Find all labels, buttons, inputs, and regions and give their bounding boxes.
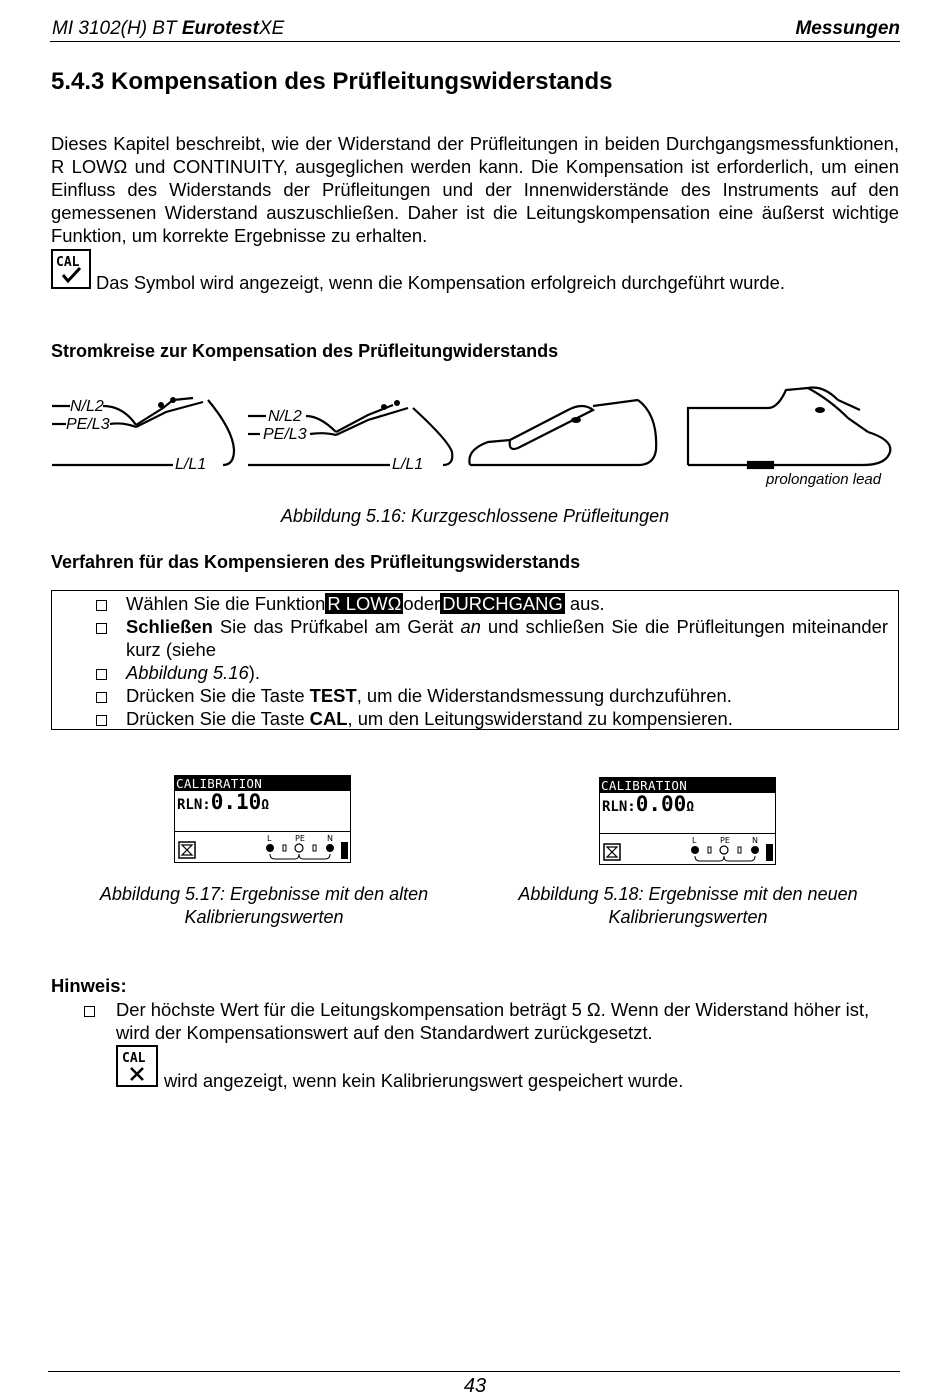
- bullet-icon: [96, 600, 107, 611]
- cal-missing-icon: [116, 1045, 158, 1087]
- lcd-reading: RLN:0.00Ω: [602, 792, 695, 816]
- lcd-value: 0.10: [210, 790, 262, 814]
- highlight-rlow: R LOWΩ: [327, 593, 402, 614]
- note-text: Der höchste Wert für die Leitungskompensation beträgt 5 Ω. Wenn der Widerstand höher ist, wird der Kompensationswert auf den Standardwert zurückgesetzt.: [116, 999, 870, 1043]
- lcd-value: 0.00: [635, 792, 687, 816]
- label-nl2-a: N/L2: [70, 398, 104, 415]
- cal-ok-icon: [51, 249, 91, 289]
- bullet-icon: [96, 715, 107, 726]
- lcd-title-bar: CALIBRATION: [600, 778, 775, 793]
- header-product-suffix: XE: [258, 18, 285, 39]
- svg-text:PE: PE: [720, 836, 730, 845]
- svg-text:N: N: [327, 834, 333, 843]
- procedure-item-1: Wählen Sie die Funktion R LOWΩ oder DURCHGANG aus.: [126, 593, 605, 614]
- label-pel3-b: PE/L3: [263, 426, 307, 443]
- bullet-icon: [96, 623, 107, 634]
- lcd-display-old: [174, 775, 351, 863]
- cal-ok-label: CAL: [56, 255, 80, 270]
- label-nl2-b: N/L2: [268, 408, 302, 425]
- procedure-box: [51, 590, 899, 730]
- bullet-icon: [84, 1006, 95, 1017]
- footer-rule: [48, 1371, 900, 1372]
- lcd-title-bar: CALIBRATION: [175, 776, 350, 791]
- lcd-terminal-row: [175, 832, 350, 862]
- svg-text:N: N: [752, 836, 758, 845]
- section-title: 5.4.3 Kompensation des Prüfleitungswiderstands: [51, 68, 613, 95]
- svg-text:L: L: [692, 836, 697, 845]
- intro-paragraph: Dieses Kapitel beschreibt, wie der Widerstand der Prüfleitungen in beiden Durchgangsmessfunktionen, R LOWΩ und CONTINUITY, ausgeglichen werden kann. Die Kompensation ist erforderlich, um einen Einfluss des Widerstands der Prüfleitungen und der Innenwiderstände des Instruments auf den gemessenen Widerstand auszuschließen. Daher ist die Leitungskompensation eine äußerst wichtige Funktion, um korrekte Ergebnisse zu erhalten.: [51, 133, 899, 246]
- cal-ok-text: Das Symbol wird angezeigt, wenn die Kompensation erfolgreich durchgeführt wurde.: [96, 272, 786, 293]
- note-heading: Hinweis:: [51, 975, 127, 996]
- figure-caption-5-18: Abbildung 5.18: Ergebnisse mit den neuen Kalibrierungswerten: [518, 884, 858, 927]
- lcd-reading: RLN:0.10Ω: [177, 790, 270, 814]
- running-header-section: Messungen: [795, 18, 900, 39]
- page-number: 43: [463, 1375, 487, 1397]
- label-ll1-b: L/L1: [392, 456, 424, 473]
- label-ll1-a: L/L1: [175, 456, 207, 473]
- procedure-item-3: Abbildung 5.16).: [126, 662, 260, 683]
- bullet-icon: [96, 692, 107, 703]
- cal-missing-text: wird angezeigt, wenn kein Kalibrierungswert gespeichert wurde.: [164, 1070, 684, 1091]
- header-rule: [50, 41, 900, 42]
- procedure-item-4: Drücken Sie die Taste TEST, um die Widerstandsmessung durchzuführen.: [126, 685, 732, 706]
- circuits-heading: Stromkreise zur Kompensation des Prüfleitungwiderstands: [51, 341, 559, 361]
- lcd-display-new: [599, 777, 776, 865]
- running-header-left: [52, 18, 284, 40]
- svg-text:PE: PE: [295, 834, 305, 843]
- header-product: Eurotest: [181, 18, 259, 39]
- procedure-heading: Verfahren für das Kompensieren des Prüfleitungswiderstands: [51, 552, 581, 572]
- header-model: MI 3102(H) BT: [52, 18, 182, 39]
- label-pel3-a: PE/L3: [66, 416, 110, 433]
- bullet-icon: [96, 669, 107, 680]
- highlight-durchgang: DURCHGANG: [442, 593, 563, 614]
- figure-caption-5-17: Abbildung 5.17: Ergebnisse mit den alten Kalibrierungswerten: [99, 884, 429, 927]
- figure-caption-5-16: Abbildung 5.16: Kurzgeschlossene Prüfleitungen: [280, 506, 670, 526]
- procedure-item-5: Drücken Sie die Taste CAL, um den Leitungswiderstand zu kompensieren.: [126, 708, 733, 729]
- cal-missing-label: CAL: [122, 1051, 146, 1066]
- label-prolongation: prolongation lead: [766, 471, 882, 488]
- procedure-item-2: Schließen Sie das Prüfkabel am Gerät an und schließen Sie die Prüfleitungen miteinander kurz (siehe: [126, 616, 888, 660]
- svg-text:L: L: [267, 834, 272, 843]
- lcd-terminal-row: [600, 834, 775, 864]
